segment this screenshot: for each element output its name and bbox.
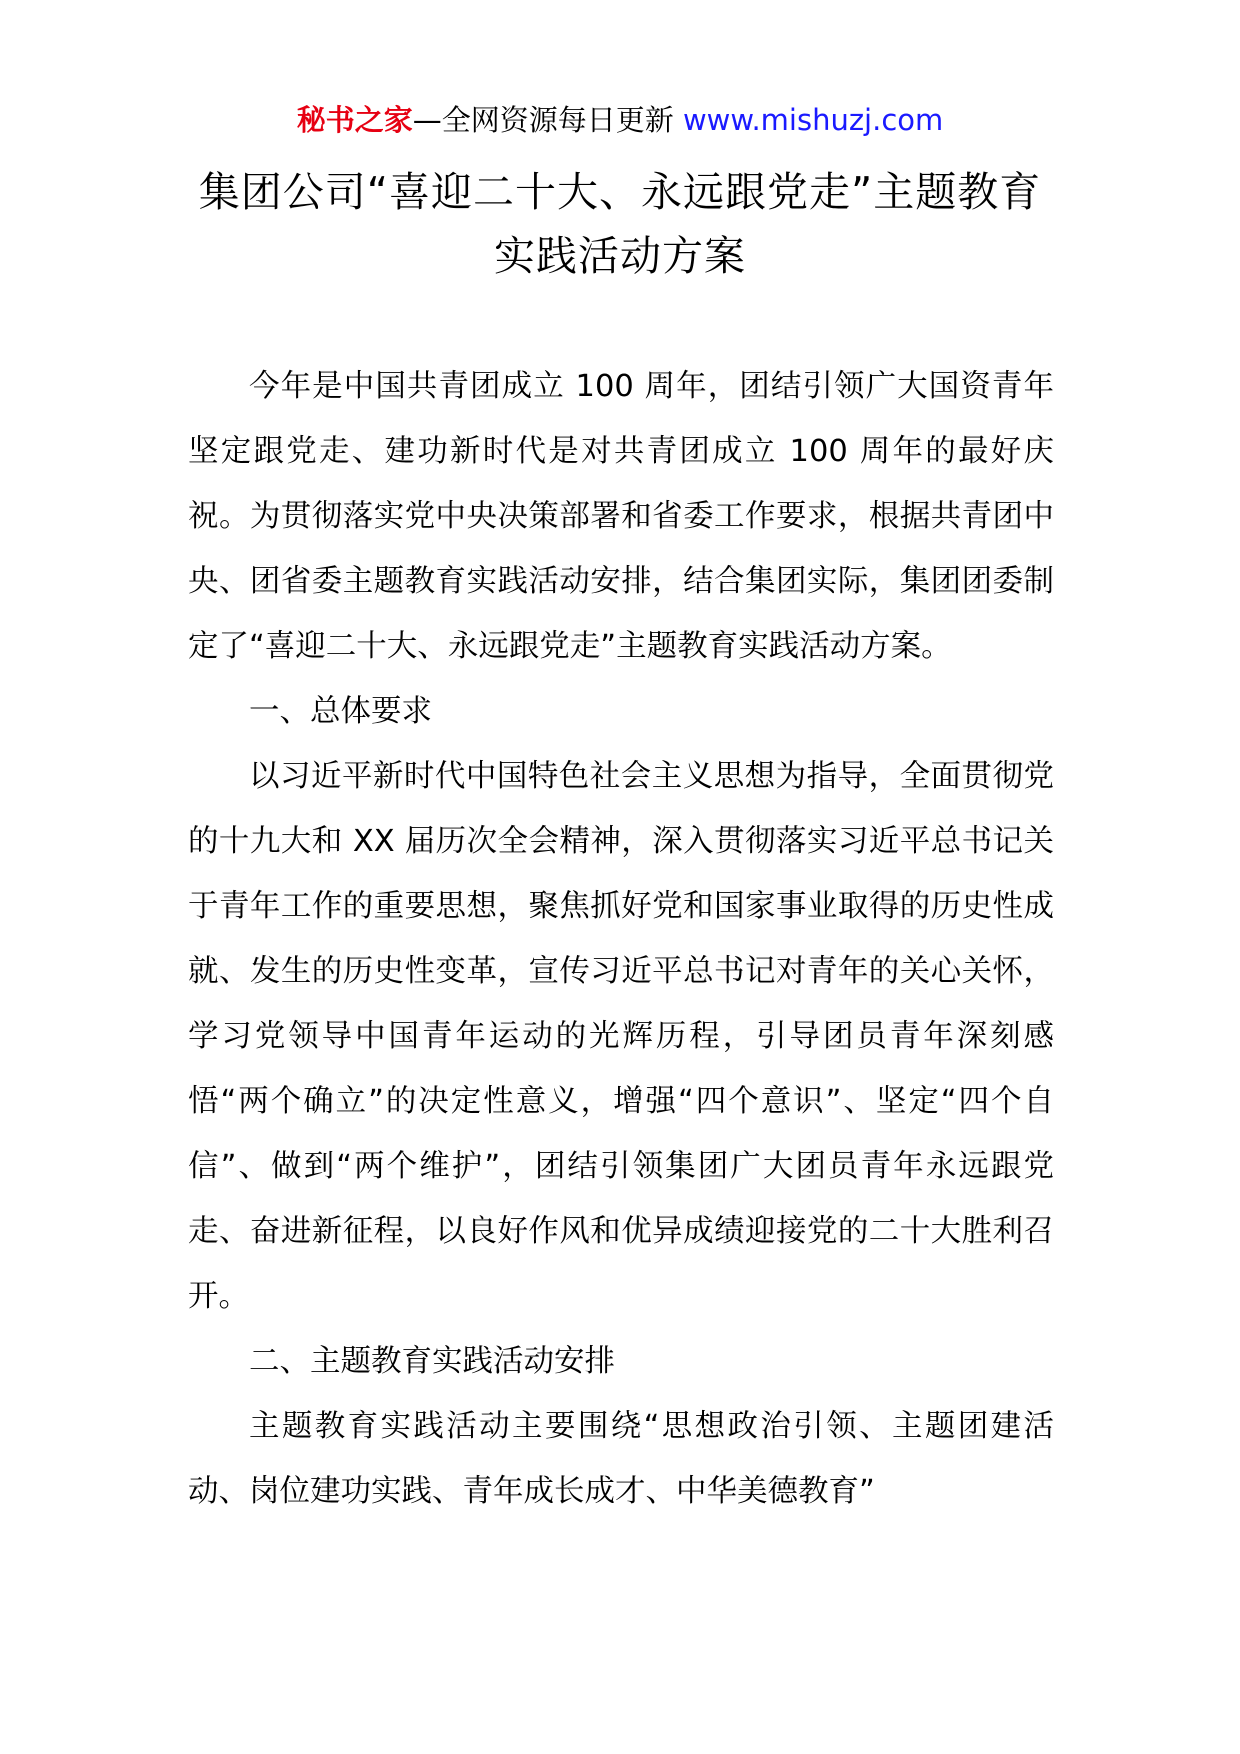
intro-paragraph: 今年是中国共青团成立 100 周年，团结引领广大国资青年坚定跟党走、建功新时代是对共青团成立 100 周年的最好庆祝。为贯彻落实党中央决策部署和省委工作要求，根据共青团中央、团省委主题教育实践活动安排，结合集团实际，集团团委制定了“喜迎二十大、永远跟党走”主题教育实践活动方案。 <box>188 369 1054 664</box>
site-url-link[interactable]: www.mishuzj.com <box>682 103 944 137</box>
site-header <box>0 100 1240 140</box>
document-title: 集团公司“喜迎二十大、永远跟党走”主题教育实践活动方案 <box>198 168 1042 280</box>
site-tagline: —全网资源每日更新 <box>412 103 683 137</box>
site-name: 秘书之家 <box>296 103 413 137</box>
document-body <box>188 354 1054 1524</box>
section-heading-activity-arrangements: 二、主题教育实践活动安排 <box>249 1344 615 1379</box>
general-requirements-paragraph: 以习近平新时代中国特色社会主义思想为指导，全面贯彻党的十九大和 XX 届历次全会精神，深入贯彻落实习近平总书记关于青年工作的重要思想，聚焦抓好党和国家事业取得的历史性成就、发生的历史性变革，宣传习近平总书记对青年的关心关怀，学习党领导中国青年运动的光辉历程，引导团员青年深刻感悟“两个确立”的决定性意义，增强“四个意识”、坚定“四个自信”、做到“两个维护”，团结引领集团广大团员青年永远跟党走、奋进新征程，以良好作风和优异成绩迎接党的二十大胜利召开。 <box>188 759 1054 1314</box>
section-heading-general-requirements: 一、总体要求 <box>249 694 432 729</box>
activity-arrangements-paragraph: 主题教育实践活动主要围绕“思想政治引领、主题团建活动、岗位建功实践、青年成长成才、中华美德教育” <box>188 1409 1054 1509</box>
